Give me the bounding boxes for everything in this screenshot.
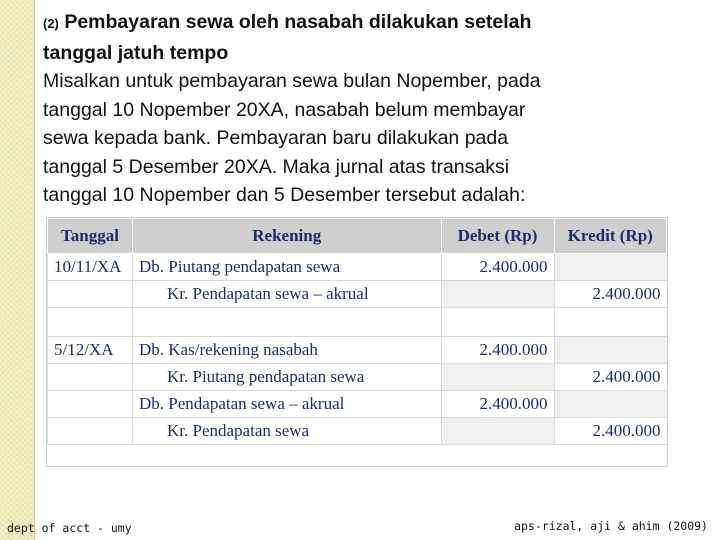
- cell-account: Kr. Pendapatan sewa – akrual: [133, 281, 442, 308]
- cell-credit: 2.400.000: [554, 418, 667, 445]
- header-tanggal: Tanggal: [48, 219, 133, 254]
- footer-department: dept of acct - umy: [7, 521, 132, 535]
- cell-credit: [554, 308, 667, 337]
- table-row: [48, 391, 667, 418]
- cell-date: [48, 418, 133, 445]
- cell-credit: [554, 337, 667, 364]
- cell-date: 10/11/XA: [48, 254, 133, 281]
- paragraph-line: Misalkan untuk pembayaran sewa bulan Nopember, pada: [43, 70, 541, 92]
- cell-date: [48, 281, 133, 308]
- header-debet: Debet (Rp): [441, 219, 554, 254]
- paragraph-line: tanggal 10 Nopember 20XA, nasabah belum membayar: [43, 98, 526, 121]
- slide-text: [43, 8, 713, 210]
- cell-account: Kr. Piutang pendapatan sewa: [133, 364, 442, 391]
- cell-credit: 2.400.000: [554, 281, 667, 308]
- cell-debit: 2.400.000: [441, 337, 554, 364]
- table-row: [48, 281, 667, 308]
- slide-heading: [43, 8, 713, 67]
- footer-credits: aps-rizal, aji & ahim (2009): [514, 519, 708, 533]
- cell-account: Db. Piutang pendapatan sewa: [133, 254, 442, 281]
- cell-date: [48, 308, 133, 337]
- table-row: [48, 364, 667, 391]
- cell-debit: [441, 281, 554, 308]
- item-number: (2): [43, 16, 59, 31]
- journal-table: [47, 218, 667, 445]
- header-kredit: Kredit (Rp): [554, 219, 667, 254]
- heading-line-2: tanggal jatuh tempo: [43, 41, 229, 64]
- journal-table-container: [46, 217, 668, 467]
- table-row: [48, 254, 667, 281]
- cell-debit: [441, 308, 554, 337]
- cell-account: [133, 308, 442, 337]
- cell-date: 5/12/XA: [48, 337, 133, 364]
- cell-account: Db. Pendapatan sewa – akrual: [133, 391, 442, 418]
- cell-debit: 2.400.000: [441, 391, 554, 418]
- table-row: [48, 337, 667, 364]
- cell-date: [48, 364, 133, 391]
- paragraph: [43, 67, 713, 210]
- paragraph-line: tanggal 10 Nopember dan 5 Desember tersebut adalah:: [43, 184, 526, 206]
- cell-date: [48, 391, 133, 418]
- cell-debit: [441, 364, 554, 391]
- cell-credit: 2.400.000: [554, 364, 667, 391]
- table-row: [48, 308, 667, 337]
- header-rekening: Rekening: [133, 219, 442, 254]
- cell-debit: [441, 418, 554, 445]
- cell-credit: [554, 254, 667, 281]
- cell-account: Db. Kas/rekening nasabah: [133, 337, 442, 364]
- paragraph-line: sewa kepada bank. Pembayaran baru dilakukan pada: [43, 127, 509, 149]
- decorative-side-bar: [0, 0, 35, 540]
- heading-line-1: Pembayaran sewa oleh nasabah dilakukan setelah: [64, 11, 532, 33]
- table-row: [48, 418, 667, 445]
- cell-credit: [554, 391, 667, 418]
- cell-account: Kr. Pendapatan sewa: [133, 418, 442, 445]
- table-header-row: [48, 219, 667, 254]
- paragraph-line: tanggal 5 Desember 20XA. Maka jurnal atas transaksi: [43, 155, 510, 178]
- cell-debit: 2.400.000: [441, 254, 554, 281]
